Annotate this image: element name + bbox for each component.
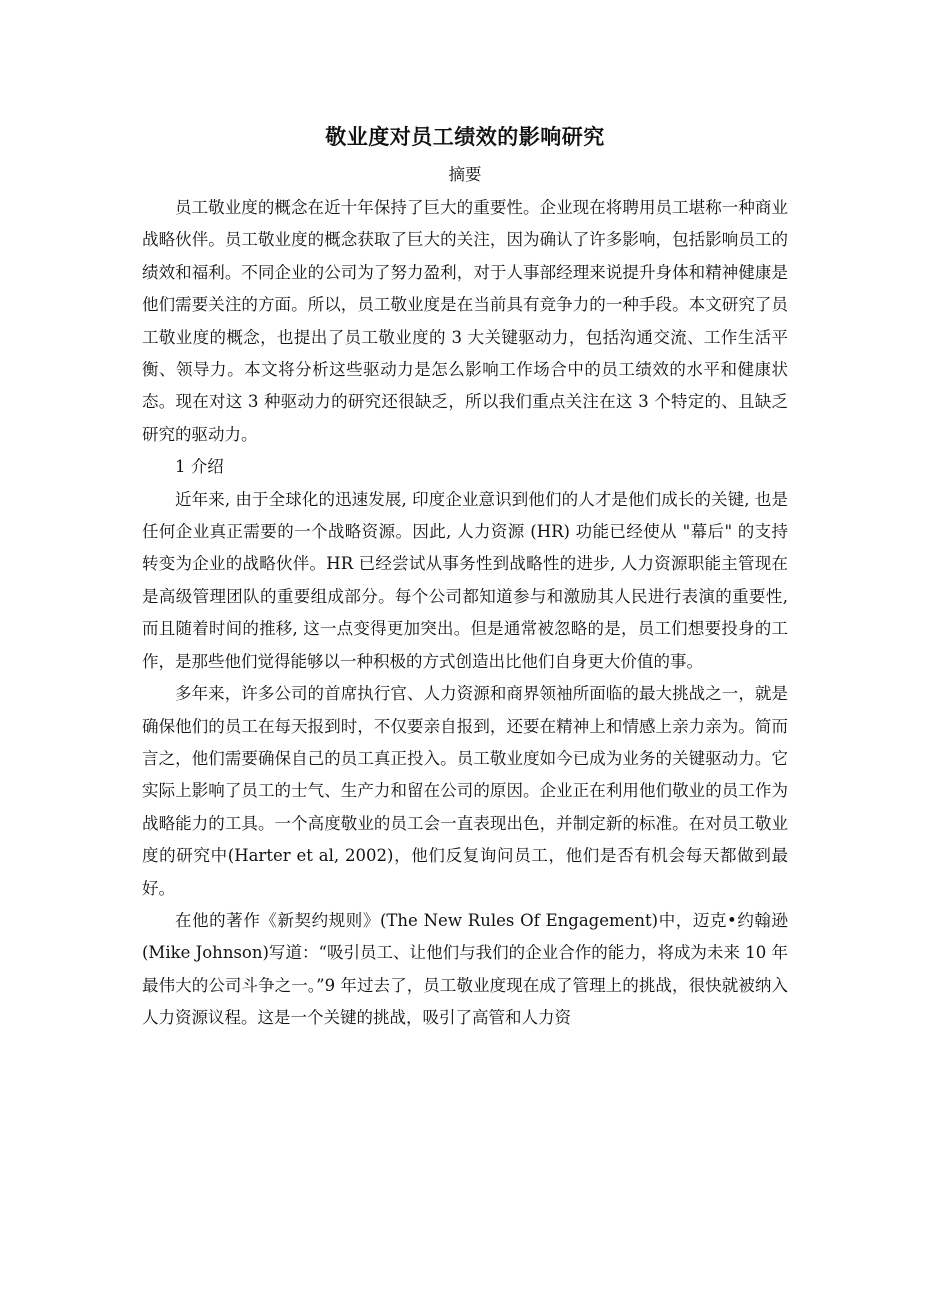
section-heading-introduction: 1 介绍 [175, 457, 224, 477]
body-paragraph: 多年来，许多公司的首席执行官、人力资源和商界领袖所面临的最大挑战之一，就是确保他们的员工在每天报到时，不仅要亲自报到，还要在精神上和情感上亲力亲为。简而言之，他们需要确保自己的员工真正投入。员工敬业度如今已成为业务的关键驱动力。它实际上影响了员工的士气、生产力和留在公司的原因。企业正在利用他们敬业的员工作为战略能力的工具。一个高度敬业的员工会一直表现出色，并制定新的标准。在对员工敬业度的研究中(Harter et al, 2002)，他们反复询问员工，他们是否有机会每天都做到最好。 [142, 684, 788, 898]
body-paragraph: 在他的著作《新契约规则》(The New Rules Of Engagement)中，迈克•约翰逊(Mike Johnson)写道：“吸引员工、让他们与我们的企业合作的能力，将成为未来 10 年最伟大的公司斗争之一。”9 年过去了，员工敬业度现在成了管理上的挑战，很快就被纳入人力资源议程。这是一个关键的挑战，吸引了高管和人力资 [142, 910, 788, 1028]
abstract-paragraph: 员工敬业度的概念在近十年保持了巨大的重要性。企业现在将聘用员工堪称一种商业战略伙伴。员工敬业度的概念获取了巨大的关注，因为确认了许多影响，包括影响员工的绩效和福利。不同企业的公司为了努力盈利，对于人事部经理来说提升身体和精神健康是他们需要关注的方面。所以，员工敬业度是在当前具有竞争力的一种手段。本文研究了员工敬业度的概念，也提出了员工敬业度的 3 大关键驱动力，包括沟通交流、工作生活平衡、领导力。本文将分析这些驱动力是怎么影响工作场合中的员工绩效的水平和健康状态。现在对这 3 种驱动力的研究还很缺乏，所以我们重点关注在这 3 个特定的、且缺乏研究的驱动力。 [142, 198, 788, 444]
abstract-heading: 摘要 [448, 165, 482, 184]
body-paragraph: 近年来, 由于全球化的迅速发展, 印度企业意识到他们的人才是他们成长的关键, 也是任何企业真正需要的一个战略资源。因此, 人力资源 (HR) 功能已经使从 "幕后" 的支持转变为企业的战略伙伴。HR 已经尝试从事务性到战略性的进步, 人力资源职能主管现在是高级管理团队的重要组成部分。每个公司都知道参与和激励其人民进行表演的重要性, 而且随着时间的推移, 这一点变得更加突出。但是通常被忽略的是，员工们想要投身的工作，是那些他们觉得能够以一种积极的方式创造出比他们自身更大价值的事。 [142, 489, 788, 671]
document-body [142, 120, 788, 1035]
document-title: 敬业度对员工绩效的影响研究 [325, 125, 605, 149]
